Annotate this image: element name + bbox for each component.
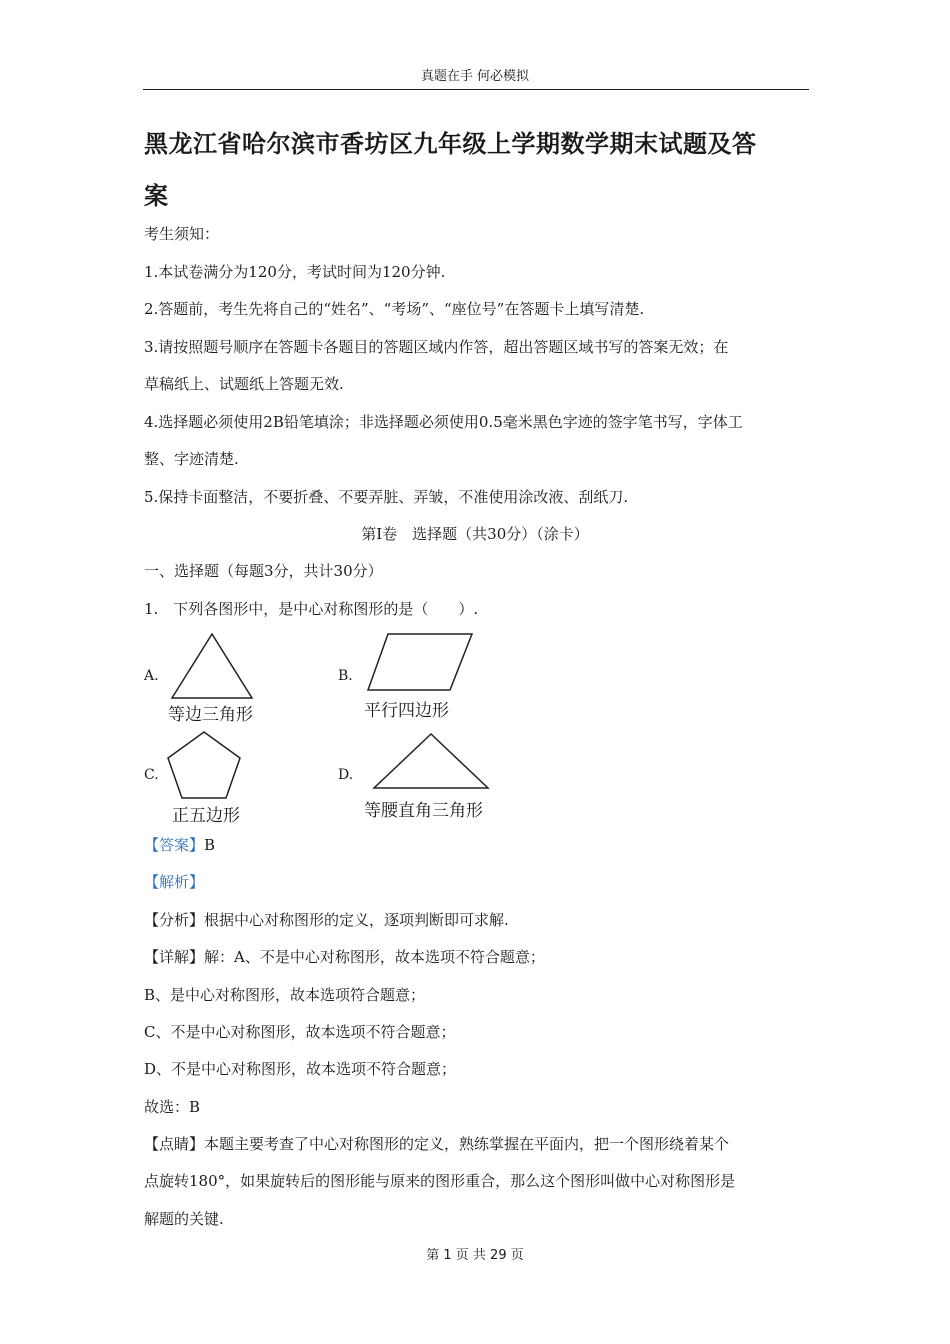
notice-item-4-line1: 4.选择题必须使用2B铅笔填涂；非选择题必须使用0.5毫米黑色字迹的签字笔书写，字体工 <box>144 413 743 431</box>
comment-line-2: 点旋转180°，如果旋转后的图形能与原来的图形重合，那么这个图形叫做中心对称图形是 <box>144 1172 736 1190</box>
page-header: 真题在手 何必模拟 <box>420 69 530 84</box>
comment-line-1 <box>144 1133 729 1154</box>
notice-item-4-line2: 整、字迹清楚. <box>144 450 239 468</box>
analysis-label: 【解析】 <box>144 873 205 891</box>
dianjing-label: 【点睛】 <box>144 1135 205 1153</box>
page-footer: 第 1 页 共 29 页 <box>426 1248 524 1263</box>
fenxi-text: 根据中心对称图形的定义，逐项判断即可求解. <box>204 911 509 929</box>
option-b-caption: 平行四边形 <box>364 701 449 721</box>
option-a-letter: A. <box>144 668 159 684</box>
document-title-line1: 黑龙江省哈尔滨市香坊区九年级上学期数学期末试题及答 <box>144 130 757 158</box>
xiangjie-label: 【详解】 <box>144 948 205 966</box>
option-b-letter: B. <box>338 668 353 684</box>
answer-value: B <box>204 836 216 854</box>
document-title-line2: 案 <box>144 182 169 210</box>
notice-item-3-line2: 草稿纸上、试题纸上答题无效. <box>144 375 344 393</box>
section-heading: 一、选择题（每题3分，共计30分） <box>144 562 383 580</box>
notice-item-2: 2.答题前，考生先将自己的“姓名”、“考场”、“座位号”在答题卡上填写清楚. <box>144 300 645 318</box>
solution-line-b: B、是中心对称图形，故本选项符合题意； <box>144 986 426 1004</box>
parallelogram-icon <box>366 632 474 692</box>
option-a-caption: 等边三角形 <box>168 705 253 725</box>
option-d-caption: 等腰直角三角形 <box>364 801 483 821</box>
equilateral-triangle-icon <box>170 632 254 700</box>
notice-item-5: 5.保持卡面整洁，不要折叠、不要弄脏、弄皱，不准使用涂改液、刮纸刀. <box>144 488 629 506</box>
option-d-letter: D. <box>338 767 354 783</box>
detail-line <box>144 946 545 967</box>
part-heading: 第Ⅰ卷 选择题（共30分）（涂卡） <box>361 525 589 543</box>
dianjing-text-1: 本题主要考查了中心对称图形的定义，熟练掌握在平面内，把一个图形绕着某个 <box>204 1135 730 1153</box>
solution-line-d: D、不是中心对称图形，故本选项不符合题意； <box>144 1060 457 1078</box>
answer-line <box>144 834 215 855</box>
header-rule <box>143 89 809 90</box>
isosceles-right-triangle-icon <box>372 732 490 790</box>
question-1-stem: 1. 下列各图形中，是中心对称图形的是（ ）. <box>144 600 479 618</box>
option-c-caption: 正五边形 <box>172 806 240 826</box>
notice-heading: 考生须知： <box>144 225 220 243</box>
fenxi-label: 【分析】 <box>144 911 205 929</box>
option-c-letter: C. <box>144 767 159 783</box>
solution-line-c: C、不是中心对称图形，故本选项不符合题意； <box>144 1023 456 1041</box>
xiangjie-text: 解：A、不是中心对称图形，故本选项不符合题意； <box>204 948 545 966</box>
answer-label: 【答案】 <box>144 836 205 854</box>
notice-item-1: 1.本试卷满分为120分，考试时间为120分钟. <box>144 263 446 281</box>
regular-pentagon-icon <box>166 730 242 800</box>
solution-choice: 故选：B <box>144 1098 201 1116</box>
notice-item-3-line1: 3.请按照题号顺序在答题卡各题目的答题区域内作答，超出答题区域书写的答案无效；在 <box>144 338 729 356</box>
comment-line-3: 解题的关键. <box>144 1210 224 1228</box>
analysis-line <box>144 909 509 930</box>
